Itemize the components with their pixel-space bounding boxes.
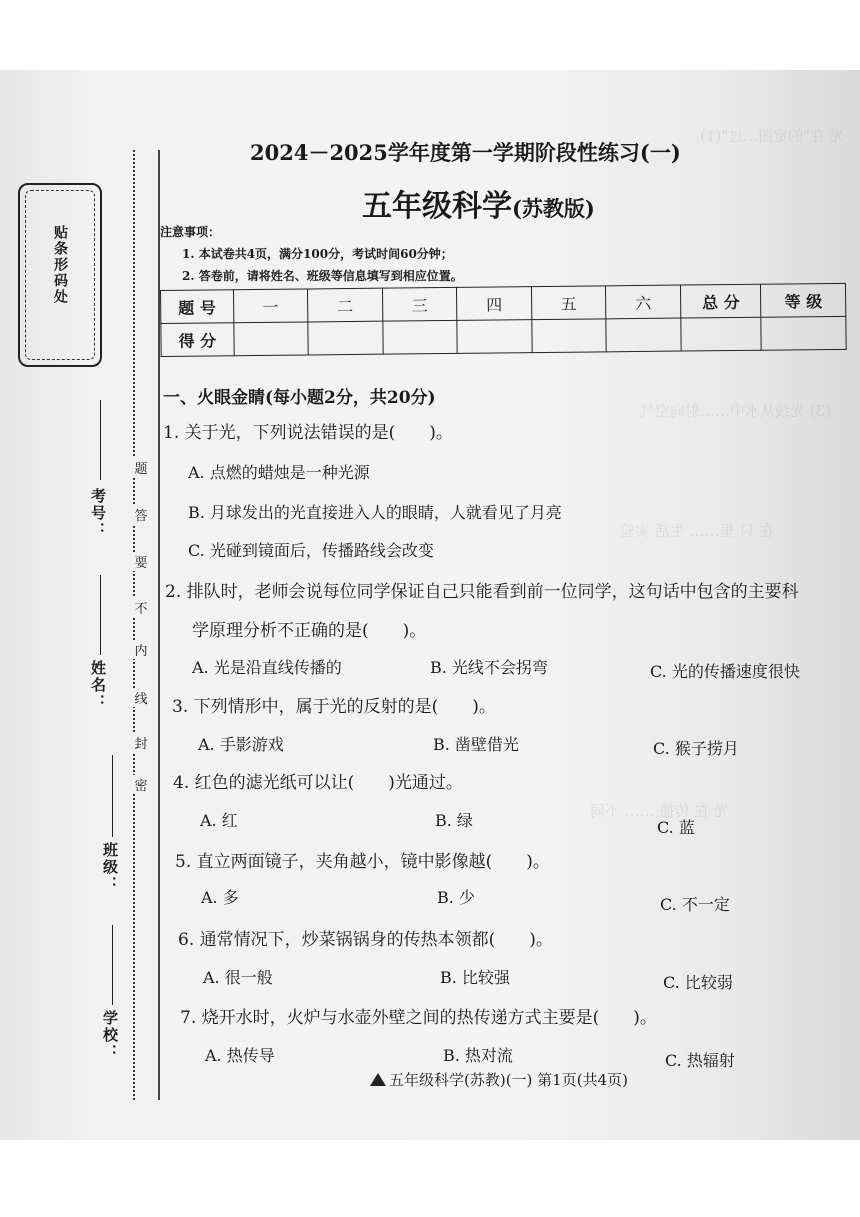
field-xuexiao-label: 学校： <box>101 1010 119 1061</box>
table-cell: 四 <box>457 287 532 321</box>
question-close: )。 <box>429 423 453 443</box>
field-kaohao-label: 考号： <box>89 488 107 539</box>
option-c[interactable]: C. 光碰到镜面后，传播路线会改变 <box>188 541 434 560</box>
question-stem: 6. 通常情况下，炒菜锅锅身的传热本领都( <box>178 930 496 950</box>
note-item: 1. 本试卷共4页，满分100分，考试时间60分钟； <box>182 247 453 261</box>
option-a[interactable]: A. 很一般 <box>203 968 273 987</box>
option-c[interactable]: C. 猴子捞月 <box>653 739 739 758</box>
sticker-label: 贴条形码处 <box>52 225 68 305</box>
notes-heading: 注意事项： <box>160 225 221 239</box>
question-close: )。 <box>526 852 550 872</box>
binding-dotted-line <box>133 150 135 1100</box>
table-cell: 总 分 <box>680 284 761 318</box>
bleed-through-text: 光 在"的宽图…过"(1) <box>700 127 845 145</box>
score-table <box>160 283 847 357</box>
question-stem: 学原理分析不正确的是( <box>192 621 369 641</box>
question-close: )。 <box>633 1008 657 1028</box>
score-input-cell[interactable] <box>681 317 762 351</box>
table-cell: 六 <box>606 285 681 319</box>
option-c[interactable]: C. 光的传播速度很快 <box>650 662 800 681</box>
note-item: 2. 答卷前，请将姓名、班级等信息填写到相应位置。 <box>182 269 463 283</box>
seal-char: 内 <box>131 640 151 659</box>
table-cell: 二 <box>308 288 383 322</box>
score-input-cell[interactable] <box>308 321 383 355</box>
score-input-cell[interactable] <box>383 320 458 354</box>
option-b[interactable]: B. 比较强 <box>440 968 510 987</box>
question-4 <box>173 768 463 793</box>
question-2: 2. 排队时，老师会说每位同学保证自己只能看到前一位同学，这句话中包含的主要科 <box>165 582 799 602</box>
table-cell: 等 级 <box>761 283 846 317</box>
subject-edition: (苏教版) <box>512 196 595 221</box>
table-cell: 三 <box>382 287 457 321</box>
seal-char: 题 <box>131 458 151 477</box>
exam-title: 2024－2025学年度第一学期阶段性练习(一) <box>250 140 681 165</box>
option-b[interactable]: B. 热对流 <box>443 1046 513 1065</box>
score-input-cell[interactable] <box>457 320 532 354</box>
option-b[interactable]: B. 绿 <box>435 811 473 830</box>
question-7 <box>180 1003 657 1028</box>
option-b[interactable]: B. 月球发出的光直接进入人的眼睛，人就看见了月亮 <box>188 503 562 522</box>
section-title: 一、火眼金睛(每小题2分，共20分) <box>163 388 436 408</box>
option-c[interactable]: C. 不一定 <box>660 895 730 914</box>
field-banji-line[interactable] <box>112 755 113 837</box>
option-a[interactable]: A. 手影游戏 <box>198 735 284 754</box>
option-a[interactable]: A. 光是沿直线传播的 <box>192 658 342 677</box>
option-a[interactable]: A. 点燃的蜡烛是一种光源 <box>188 463 370 482</box>
bleed-through-text: 在 只 里…… 生活 实验 <box>620 522 775 540</box>
option-b[interactable]: B. 少 <box>437 888 475 907</box>
question-stem: 3. 下列情形中，属于光的反射的是( <box>172 697 439 717</box>
option-a[interactable]: A. 多 <box>201 888 239 907</box>
seal-char: 封 <box>131 733 151 752</box>
footer-text: 五年级科学(苏教)(一) 第1页(共4页) <box>389 1071 628 1089</box>
question-1 <box>163 418 453 443</box>
question-close: )。 <box>529 930 553 950</box>
field-banji-label: 班级： <box>101 842 119 893</box>
question-stem: 7. 烧开水时，火炉与水壶外壁之间的热传递方式主要是( <box>180 1008 600 1028</box>
option-c[interactable]: C. 比较弱 <box>663 973 733 992</box>
subject-name: 五年级科学 <box>362 189 512 224</box>
question-6 <box>178 925 553 950</box>
score-input-cell[interactable] <box>233 322 308 356</box>
option-c[interactable]: C. 热辐射 <box>665 1051 735 1070</box>
question-close: )光通过。 <box>388 773 463 793</box>
bleed-through-text: 光 在 传播 …… 不同 <box>590 802 730 820</box>
score-input-cell[interactable] <box>606 318 681 352</box>
table-cell: 一 <box>233 289 308 323</box>
question-3 <box>172 692 496 717</box>
question-stem: 4. 红色的滤光纸可以让( <box>173 773 355 793</box>
bleed-through-text: (3) 光线从水中……射向空气 <box>640 402 832 420</box>
question-2-cont <box>192 616 426 641</box>
question-stem: 1. 关于光，下列说法错误的是( <box>163 423 396 443</box>
barcode-sticker-area <box>18 183 102 367</box>
score-table-score-row <box>161 316 846 356</box>
score-input-cell[interactable] <box>532 319 607 353</box>
field-xingming-line[interactable] <box>100 575 101 655</box>
seal-char: 密 <box>131 775 151 794</box>
field-kaohao-line[interactable] <box>100 400 101 480</box>
table-cell: 五 <box>531 286 606 320</box>
page-footer <box>370 1069 628 1090</box>
score-input-cell[interactable] <box>761 316 846 350</box>
seal-char: 答 <box>131 505 151 524</box>
seal-char: 线 <box>131 688 151 707</box>
option-b[interactable]: B. 凿壁借光 <box>433 735 519 754</box>
question-stem: 5. 直立两面镜子，夹角越小，镜中影像越( <box>175 852 493 872</box>
field-xingming-label: 姓名： <box>89 660 107 711</box>
option-c[interactable]: C. 蓝 <box>657 818 695 837</box>
question-close: )。 <box>472 697 496 717</box>
question-close: )。 <box>402 621 427 641</box>
option-a[interactable]: A. 红 <box>200 811 238 830</box>
field-xuexiao-line[interactable] <box>112 925 113 1005</box>
seal-char: 要 <box>131 552 151 571</box>
question-5 <box>175 847 550 872</box>
table-cell: 得 分 <box>161 323 234 357</box>
exam-subject <box>362 181 595 225</box>
publisher-logo-icon <box>370 1073 386 1086</box>
seal-char: 不 <box>131 598 151 617</box>
table-cell: 题 号 <box>161 290 234 324</box>
option-b[interactable]: B. 光线不会拐弯 <box>430 658 548 677</box>
option-a[interactable]: A. 热传导 <box>205 1046 275 1065</box>
